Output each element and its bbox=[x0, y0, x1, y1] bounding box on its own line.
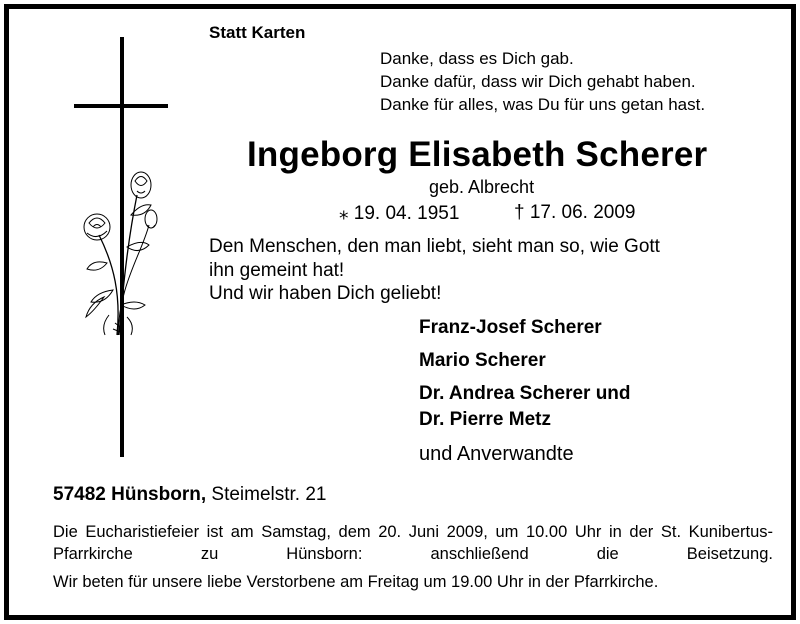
quote-line: ihn gemeint hat! bbox=[209, 259, 345, 281]
obituary-notice bbox=[4, 4, 796, 620]
birth-name: geb. Albrecht bbox=[429, 177, 535, 197]
service-announcement: Die Eucharistiefeier ist am Samstag, dem 20. Juni 2009, um 10.00 Uhr in der St. Kunibertus-Pfarrkirche zu Hünsborn: anschließend die Beisetzung. bbox=[53, 523, 773, 563]
address-street: Steimelstr. 21 bbox=[211, 484, 327, 505]
prayer-announcement: Wir beten für unsere liebe Verstorbene am Freitag um 19.00 Uhr in der Pfarrkirche. bbox=[53, 573, 659, 591]
poem-line: Danke dafür, dass wir Dich gehabt haben. bbox=[380, 72, 696, 91]
mourner-name: Franz-Josef Scherer bbox=[419, 317, 602, 338]
memorial-quote bbox=[209, 235, 660, 306]
mourner-name: Mario Scherer bbox=[419, 350, 546, 371]
address bbox=[53, 484, 327, 506]
statt-karten-label: Statt Karten bbox=[209, 23, 306, 42]
relatives-label: und Anverwandte bbox=[419, 443, 574, 465]
death-date: † 17. 06. 2009 bbox=[514, 202, 636, 223]
mourner-name: Dr. Pierre Metz bbox=[419, 409, 551, 430]
birth-date: ⁎ 19. 04. 1951 bbox=[339, 203, 460, 224]
poem-line: Danke, dass es Dich gab. bbox=[380, 49, 574, 68]
quote-line: Und wir haben Dich geliebt! bbox=[209, 283, 442, 304]
quote-line: Den Menschen, den man liebt, sieht man so, wie Gott bbox=[209, 236, 660, 257]
thanks-poem bbox=[380, 47, 705, 116]
deceased-name: Ingeborg Elisabeth Scherer bbox=[247, 135, 708, 174]
mourner-name: Dr. Andrea Scherer und bbox=[419, 383, 631, 404]
poem-line: Danke für alles, was Du für uns getan hast. bbox=[380, 95, 706, 114]
address-city: 57482 Hünsborn, bbox=[53, 484, 207, 505]
cross-with-roses-icon bbox=[69, 35, 179, 465]
